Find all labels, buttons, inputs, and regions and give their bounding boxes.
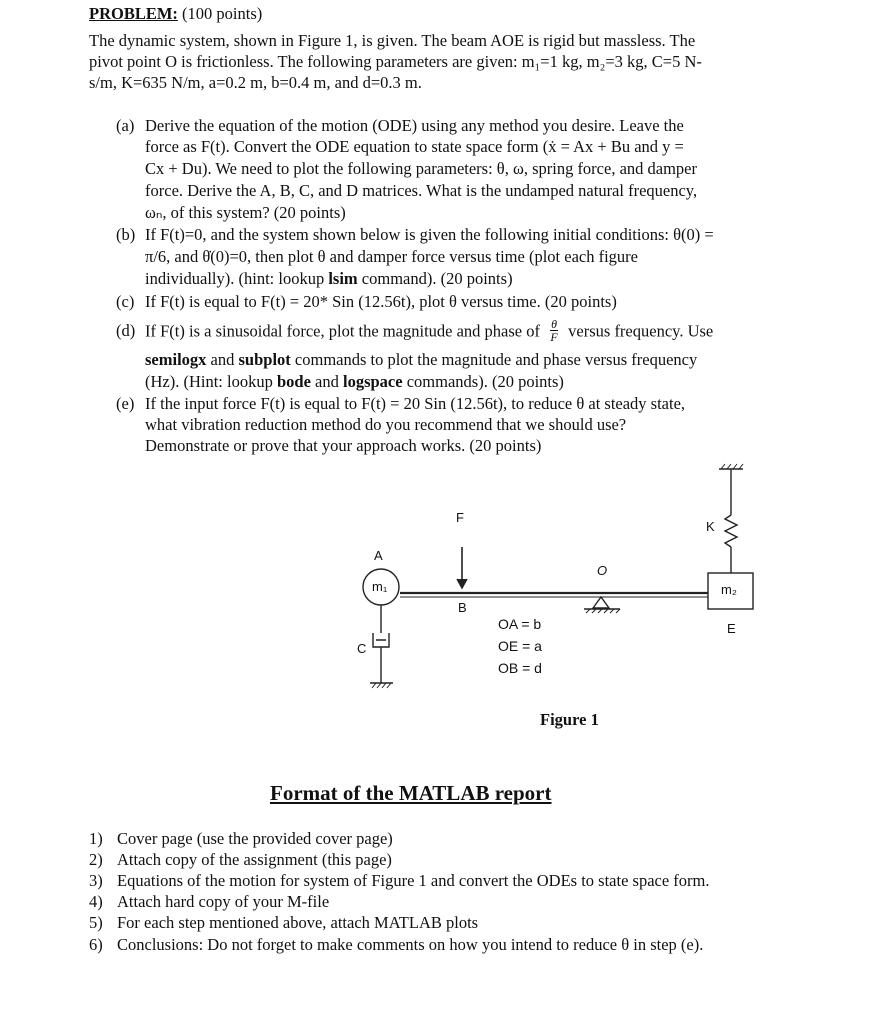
part-c-marker: (c) [116, 292, 135, 311]
intro-line-1: The dynamic system, shown in Figure 1, is given. The beam AOE is rigid but massless. The [89, 31, 696, 50]
list-item-number: 5) [89, 913, 103, 932]
list-item-text: For each step mentioned above, attach MATLAB plots [117, 913, 479, 932]
list-item-text: Cover page (use the provided cover page) [117, 829, 393, 848]
part-b-line-3c: command). (20 points) [357, 269, 513, 288]
list-item-number: 4) [89, 892, 103, 911]
figure-1-diagram [0, 455, 877, 735]
part-d-line-2 [145, 349, 697, 370]
part-d-logspace: logspace [343, 372, 403, 391]
list-item [89, 870, 710, 891]
part-e-line-3: Demonstrate or prove that your approach works. (20 points) [145, 436, 542, 455]
part-d-subplot: subplot [238, 350, 291, 369]
fraction-numerator: θ [551, 317, 558, 331]
list-item-number: 3) [89, 871, 103, 890]
label-e: E [727, 621, 736, 636]
part-b-line-2: π/6, and θ̇(0)=0, then plot θ and damper force versus time (plot each figure [145, 247, 638, 266]
figure-caption: Figure 1 [540, 710, 599, 729]
part-d-line-2b: and [206, 350, 239, 369]
problem-heading: PROBLEM: [89, 4, 178, 23]
part-e-marker: (e) [116, 394, 135, 413]
part-a-line-2: force as F(t). Convert the ODE equation to state space form (ẋ = Ax + Bu and y = [145, 137, 684, 156]
part-d-line-3a: (Hz). (Hint: lookup [145, 372, 277, 391]
report-title: Format of the MATLAB report [270, 781, 552, 805]
force-arrow-head [457, 579, 467, 588]
label-f: F [456, 510, 464, 525]
part-b-marker: (b) [116, 225, 136, 244]
eq-oa: OA = b [498, 616, 542, 632]
list-item [89, 891, 330, 912]
part-b-lsim: lsim [328, 269, 358, 288]
part-d-line-1b: versus frequency. Use [568, 321, 714, 341]
list-item-number: 6) [89, 935, 103, 954]
problem-header [89, 3, 262, 24]
list-item [89, 849, 392, 870]
damper-c [373, 633, 389, 647]
part-d-line-1 [145, 317, 714, 345]
part-a-line-5: ωₙ, of this system? (20 points) [145, 203, 346, 222]
spring-ceiling-hatch [721, 464, 743, 469]
part-a-line-3: Cx + Du). We need to plot the following parameters: θ, ω, spring force, and damper [145, 159, 698, 178]
list-item-number: 2) [89, 850, 103, 869]
part-d-line-2d: commands to plot the magnitude and phase versus frequency [290, 350, 698, 369]
problem-points: (100 points) [182, 4, 263, 23]
damper-ground-hatch [372, 683, 391, 688]
list-item-text: Conclusions: Do not forget to make comments on how you intend to reduce θ in step (e). [117, 935, 704, 954]
part-d-semilogx: semilogx [145, 350, 207, 369]
eq-ob: OB = d [498, 660, 542, 676]
list-item [89, 828, 393, 849]
intro-line-2: pivot point O is frictionless. The following parameters are given: m₁=1 kg, m₂=3 kg, C=5 N- [89, 52, 702, 71]
list-item-text: Attach copy of the assignment (this page) [117, 850, 392, 869]
list-item-number: 1) [89, 829, 103, 848]
part-a-line-4: force. Derive the A, B, C, and D matrices. What is the undamped natural frequency, [145, 181, 698, 200]
spring-k [725, 515, 737, 547]
list-item-text: Equations of the motion for system of Figure 1 and convert the ODEs to state space form. [117, 871, 710, 890]
part-d-bode: bode [276, 372, 311, 391]
part-b-line-1: If F(t)=0, and the system shown below is given the following initial conditions: θ(0) = [145, 225, 714, 244]
part-e-line-2: what vibration reduction method do you recommend that we should use? [145, 415, 627, 434]
list-item [89, 934, 704, 955]
label-c: C [357, 641, 367, 656]
part-b-line-3a: individually). (hint: lookup [145, 269, 329, 288]
part-b-line-3 [145, 268, 513, 289]
intro-line-3: s/m, K=635 N/m, a=0.2 m, b=0.4 m, and d=0.3 m. [89, 73, 422, 92]
list-item-text: Attach hard copy of your M-file [117, 892, 330, 911]
part-d-line-3 [145, 371, 564, 392]
part-d-marker: (d) [116, 321, 136, 340]
label-b: B [458, 600, 467, 615]
label-k: K [706, 519, 715, 534]
theta-over-f-fraction [550, 318, 558, 343]
part-d-line-3e: commands). (20 points) [402, 372, 564, 391]
part-a-line-1: Derive the equation of the motion (ODE) using any method you desire. Leave the [145, 116, 684, 135]
fraction-denominator: F [550, 330, 558, 344]
list-item [89, 912, 479, 933]
eq-oe: OE = a [498, 638, 542, 654]
label-m2: m₂ [721, 582, 737, 597]
part-c-line-1: If F(t) is equal to F(t) = 20* Sin (12.56t), plot θ versus time. (20 points) [145, 292, 617, 311]
part-d-line-1a: If F(t) is a sinusoidal force, plot the magnitude and phase of [145, 321, 540, 341]
label-m1: m₁ [372, 579, 388, 594]
part-e-line-1: If the input force F(t) is equal to F(t) = 20 Sin (12.56t), to reduce θ at steady state, [145, 394, 686, 413]
label-a: A [374, 548, 383, 563]
label-o: O [597, 563, 608, 578]
pivot-o [593, 597, 609, 608]
part-d-line-3c: and [310, 372, 343, 391]
part-a-marker: (a) [116, 116, 135, 135]
